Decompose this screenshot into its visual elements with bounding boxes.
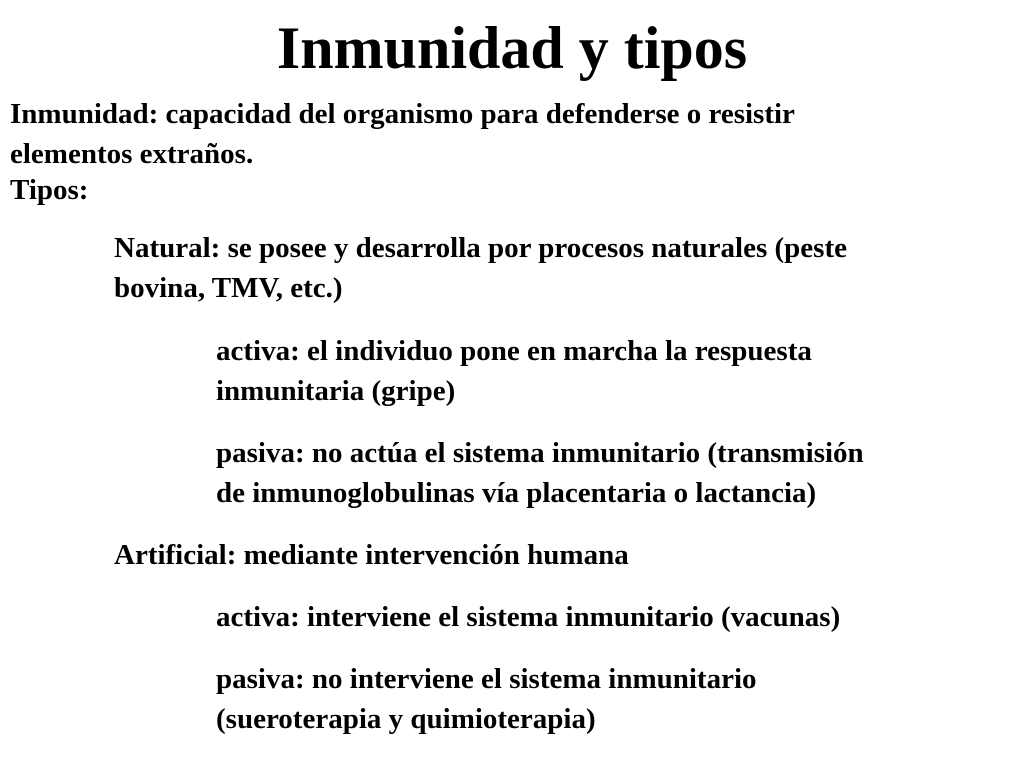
artificial-passive-line-1: pasiva: no interviene el sistema inmunitario <box>216 663 757 695</box>
natural-active-line-2: inmunitaria (gripe) <box>216 375 456 407</box>
definition-line-1: Inmunidad: capacidad del organismo para defenderse o resistir <box>10 98 795 130</box>
artificial-active-line-1: activa: interviene el sistema inmunitario (vacunas) <box>216 601 841 633</box>
definition-line-2: elementos extraños. <box>10 138 254 170</box>
types-label: Tipos: <box>10 174 89 206</box>
natural-passive-line-2: de inmunoglobulinas vía placentaria o lactancia) <box>216 477 817 509</box>
natural-line-2: bovina, TMV, etc.) <box>114 272 343 304</box>
artificial-passive-line-2: (sueroterapia y quimioterapia) <box>216 703 596 735</box>
slide-title: Inmunidad y tipos <box>276 15 748 81</box>
natural-active-line-1: activa: el individuo pone en marcha la respuesta <box>216 335 812 367</box>
artificial-line-1: Artificial: mediante intervención humana <box>114 539 629 571</box>
natural-passive-line-1: pasiva: no actúa el sistema inmunitario (transmisión <box>216 437 864 469</box>
natural-line-1: Natural: se posee y desarrolla por procesos naturales (peste <box>114 232 847 264</box>
